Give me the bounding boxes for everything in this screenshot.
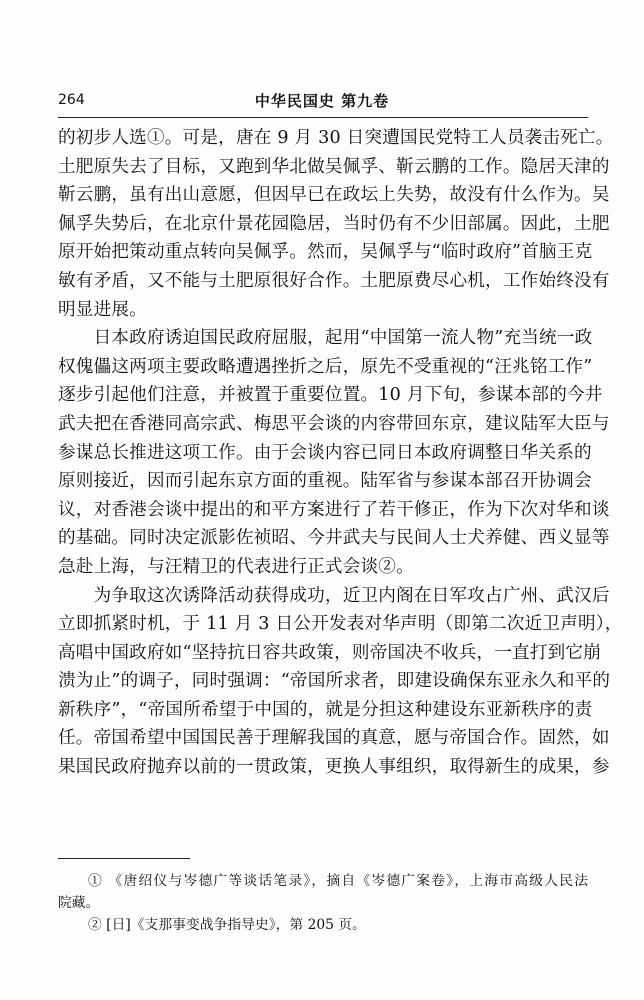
text-line: 权傀儡这两项主要政略遭遇挫折之后，原先不受重视的“汪兆铭工作” [58,356,593,377]
text-line: 新秩序”，“帝国所希望于中国的，就是分担这种建设东亚新秩序的责 [58,699,593,720]
text-line: 高唱中国政府如“坚持抗日容共政策，则帝国决不收兵，一直打到它崩 [58,642,602,663]
running-title: 中华民国史 第九卷 [254,92,390,110]
footnotes [58,870,588,936]
text-line: 土肥原失去了目标，又跑到华北做吴佩孚、靳云鹏的工作。隐居天津的 [58,156,610,177]
text-line: 原则接近，因而引起东京方面的重视。陆军省与参谋本部召开协调会 [58,471,592,492]
text-line: 为争取这次诱降活动获得成功，近卫内阁在日军攻占广州、武汉后 [58,585,610,606]
text-line: 的初步人选①。可是，唐在 9 月 30 日突遭国民党特工人员袭击死亡。 [58,128,614,148]
text-line: 敏有矛盾，又不能与土肥原很好合作。土肥原费尽心机，工作始终没有 [58,270,610,291]
text-line: 立即抓紧时机，于 11 月 3 日公开发表对华声明（即第二次近卫声明）， [58,614,623,635]
text-line: 参谋总长推进这项工作。由于会谈内容已同日本政府调整日华关系的 [58,442,592,463]
text-line: 急赴上海，与汪精卫的代表进行正式会谈②。 [58,556,414,577]
text-line: 逐步引起他们注意，并被置于重要位置。10 月下旬，参谋本部的今井 [58,385,603,406]
footnote-rule [58,858,190,859]
text-line: 果国民政府抛弃以前的一贯政策，更换人事组织，取得新生的成果，参 [58,757,610,778]
text-line: 的基础。同时决定派影佐祯昭、今井武夫与民间人士犬养健、西义显等 [58,528,610,549]
text-line: 原开始把策动重点转向吴佩孚。然而，吴佩孚与“临时政府”首脑王克 [58,242,593,263]
text-line: 任。帝国希望中国国民善于理解我国的真意，愿与帝国合作。固然，如 [58,728,610,749]
header-rule [58,117,588,118]
text-line: 武夫把在香港同高宗武、梅思平会谈的内容带回东京，建议陆军大臣与 [58,413,610,434]
body-text [58,124,623,782]
text-line: 明显进展。 [58,299,147,320]
page-number: 264 [58,92,85,108]
text-line: 日本政府诱迫国民政府屈服，起用“中国第一流人物”充当统一政 [58,328,593,349]
page-header [58,90,586,114]
text-line: 溃为止”的调子，同时强调：“帝国所求者，即建设确保东亚永久和平的 [58,671,611,692]
text-line: 佩孚失势后，在北京什景花园隐居，当时仍有不少旧部属。因此，土肥 [58,213,610,234]
text-line: 议，对香港会谈中提出的和平方案进行了若干修正，作为下次对华和谈 [58,499,610,520]
text-line: 靳云鹏，虽有出山意愿，但因早已在政坛上失势，故没有什么作为。吴 [58,185,610,206]
footnote-line: ① 《唐绍仪与岑德广等谈话笔录》，摘自《岑德广案卷》，上海市高级人民法 [88,873,588,889]
footnote-line: 院藏。 [58,895,100,911]
footnote-line: ② [日]《支那事变战争指导史》，第 205 页。 [88,917,366,933]
